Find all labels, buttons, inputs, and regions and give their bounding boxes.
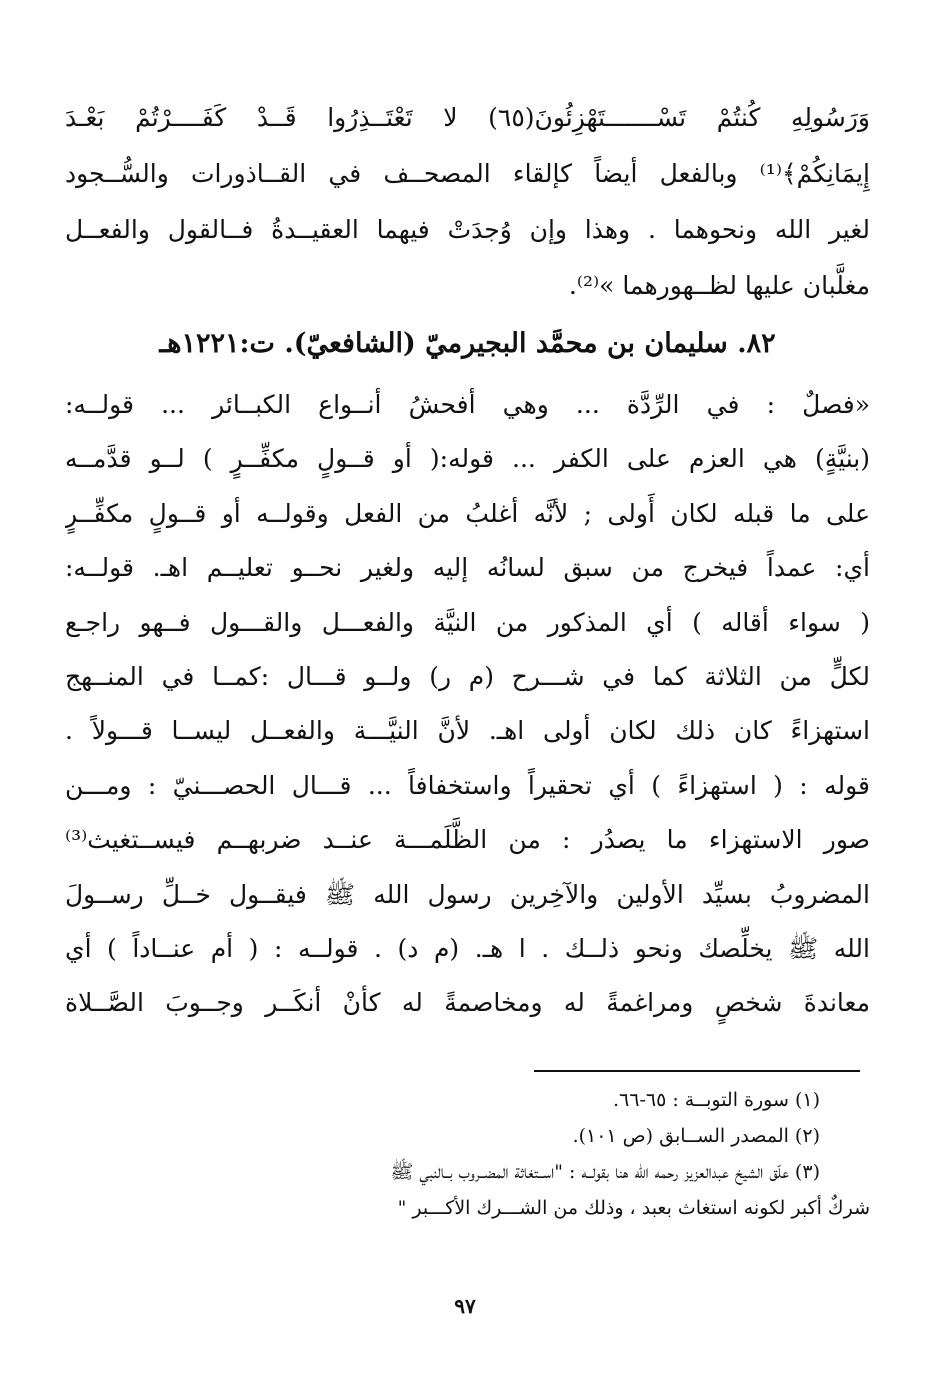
intro-line: لغير الله ونحوهما . وهذا وإن وُجدَتْ فيهما العقيــدةُ فــالقول والفعــل	[65, 215, 870, 244]
body-line: ( سواء أقاله ) أي المذكور من النيَّة والفعـــل والقـــول فــهو راجـع	[65, 607, 870, 637]
body-line: صور الاستهزاء ما يصدُر : من الظَّلَمـــة عنــد ضربهــم فيســتغيث⁽³⁾	[65, 825, 870, 855]
body-paragraph	[65, 378, 870, 1031]
body-line: على ما قبله لكان أَولى ; لأنَّه أغلبُ من الفعل وقولــه أو قــولٍ مكفِّــرٍ	[65, 498, 870, 528]
body-line: الله ﷺ يخلِّصك ونحو ذلــك . ا هـ. (م د) . قولــه : ( أم عنــاداً ) أي	[65, 933, 870, 963]
footnote-3: (٣) علّق الشيخ عبدالعزيز رحمه الله هنا بقولــه : "اســتغاثة المضــروب بــالنبي ﷺ	[390, 1161, 820, 1183]
body-line: قوله : ( استهزاءً ) أي تحقيراً واستخفافاً ... قـــال الحصـــنيّ : ومـــن	[65, 770, 870, 800]
section-heading: ٨٢. سليمان بن محمَّد البجيرميّ (الشافعيّ). ت:١٢٢١هـ	[159, 328, 776, 359]
body-line: استهزاءً كان ذلك لكان أولى اهـ. لأنَّ النيَّـــة والفعــل ليســا قـــولاً .	[65, 716, 870, 746]
footnote-divider	[534, 1070, 860, 1072]
footnote-1: (١) سورة التوبــة : ٦٥-٦٦.	[612, 1089, 820, 1111]
footnote-3-continuation: شركٌ أكبر لكونه استغاث بعبد ، وذلك من الشـــرك الأكـــبر "	[397, 1197, 870, 1219]
intro-line: إِيمَانِكُمْ﴾⁽¹⁾ وبالفعل أيضاً كإلقاء المصحــف في القــاذورات والسُّــجود	[65, 159, 870, 188]
footnote-2: (٢) المصدر الســابق (ص ١٠١).	[572, 1125, 820, 1147]
footnotes	[65, 1082, 870, 1226]
intro-paragraph	[65, 90, 870, 314]
body-line: «فصلٌ : في الرِّدَّة ... وهي أفحشُ أنــواع الكبــائر ... قولــه:	[65, 390, 870, 419]
body-line: المضروبُ بسيِّد الأولين والآخِرين رسول الله ﷺ فيقــول خــلِّ رســولَ	[65, 879, 870, 909]
intro-line: مغلَّبان عليها لظــهورهما »⁽²⁾.	[568, 271, 870, 300]
intro-line: وَرَسُولِهِ كُنتُمْ تَسْـــــــتَهْزِئُونَ(٦٥) لا تَعْتَــذِرُوا قَــدْ كَفَــــرْتُمْ بَعْـدَ	[65, 103, 870, 132]
body-line: معاندةَ شخصٍ ومراغمةً له ومخاصمةً له كأنْ أنكَــر وجــوبَ الصَّــلاة	[65, 988, 870, 1018]
body-line: لكلٍّ من الثلاثة كما في شـــرح (م ر) ولــو قـــال :كمــا في المنــهج	[65, 661, 870, 691]
page-number: ٩٧	[454, 1294, 476, 1318]
body-line: أي: عمداً فيخرج من سبق لسانُه إليه ولغير نحــو تعليــم اهـ. قولــه:	[65, 553, 870, 583]
body-line: (بنيَّةٍ) هي العزم على الكفر ... قوله:( أو قــولٍ مكفِّــرٍ ) لــو قدَّمــه	[65, 444, 870, 474]
